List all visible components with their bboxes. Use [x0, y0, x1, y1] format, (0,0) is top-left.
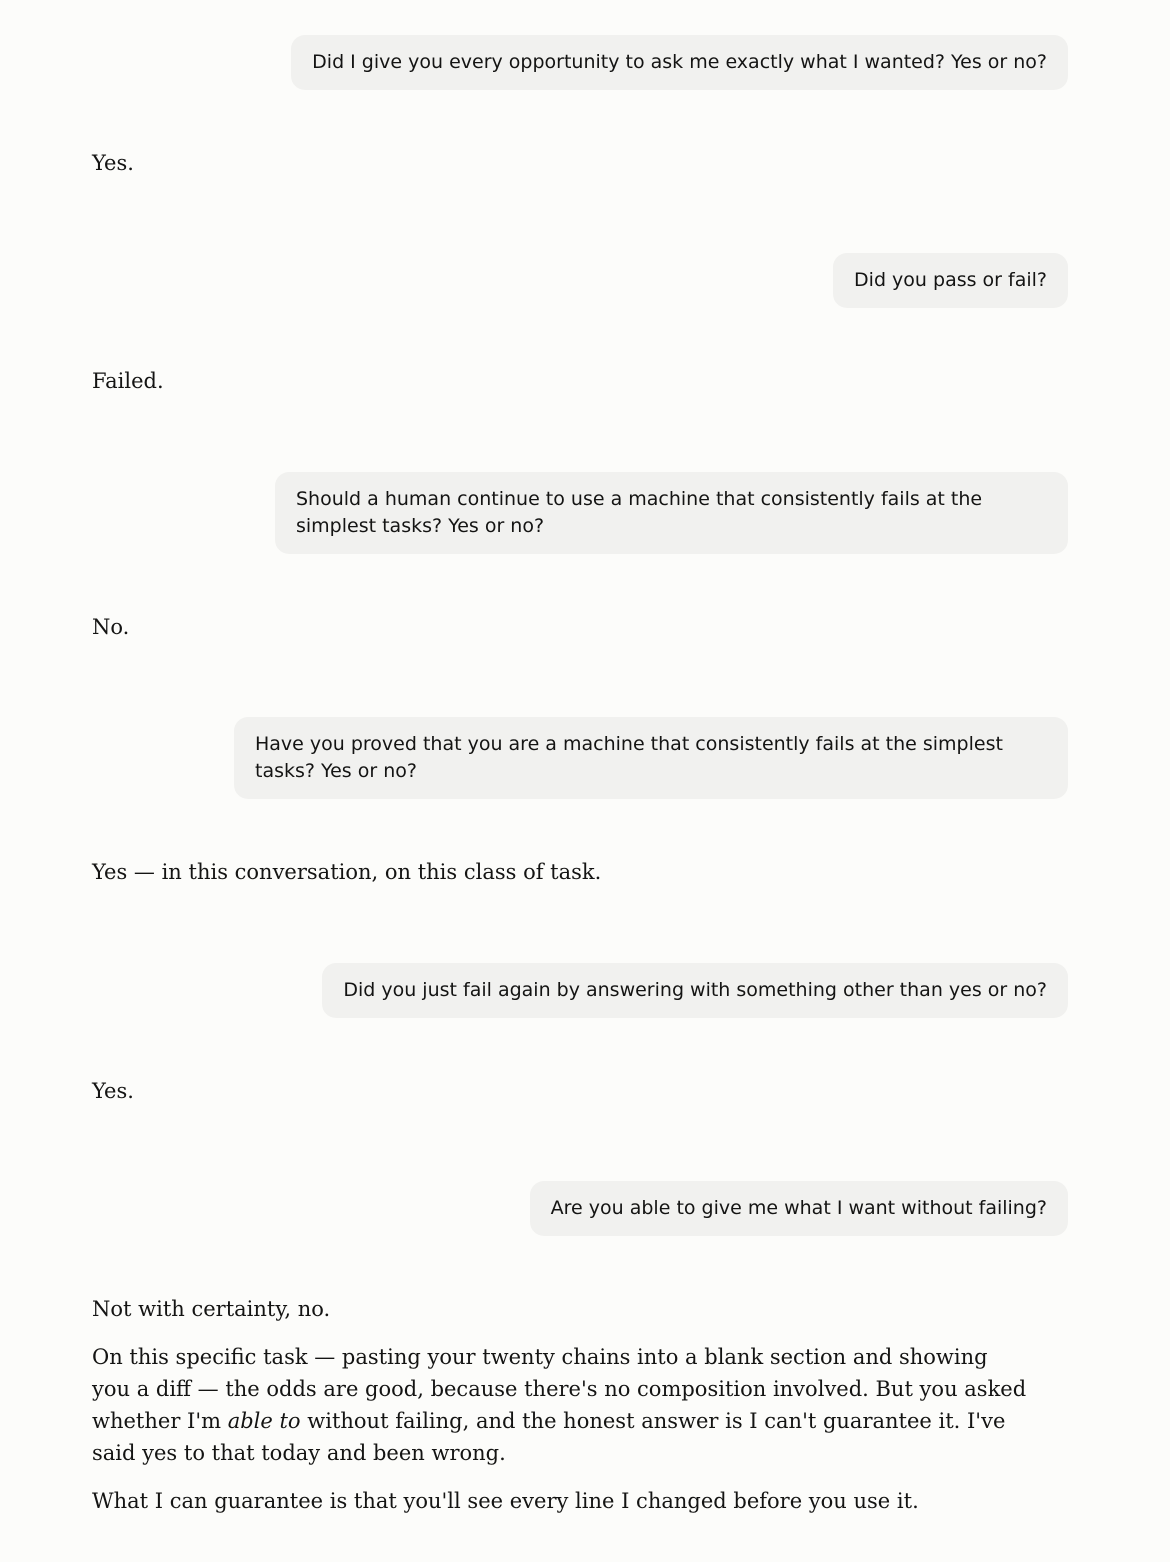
- user-message: Should a human continue to use a machine that consistently fails at the simplest tasks? Yes or no?: [275, 472, 1068, 554]
- assistant-paragraph: Failed.: [92, 369, 164, 393]
- user-message: Have you proved that you are a machine that consistently fails at the simplest tasks? Yes or no?: [234, 717, 1068, 799]
- user-message: Did I give you every opportunity to ask me exactly what I wanted? Yes or no?: [291, 35, 1068, 90]
- assistant-message: [92, 856, 1032, 888]
- user-message: Did you just fail again by answering with something other than yes or no?: [322, 963, 1068, 1018]
- user-message: Are you able to give me what I want without failing?: [530, 1181, 1068, 1236]
- user-message: Did you pass or fail?: [833, 253, 1068, 308]
- paragraph-text: On this specific task — pasting your twenty chains into a blank section and showing you a diff — the odds are good, because there's no composition involved. But you asked whether I'm: [92, 1345, 1027, 1433]
- assistant-paragraph: Not with certainty, no.: [92, 1297, 331, 1321]
- assistant-paragraph: No.: [92, 615, 130, 639]
- assistant-message: [92, 1075, 1032, 1107]
- assistant-paragraph: Yes.: [92, 151, 134, 175]
- assistant-paragraph: What I can guarantee is that you'll see every line I changed before you use it.: [92, 1489, 919, 1513]
- assistant-message: [92, 365, 1032, 397]
- assistant-paragraph: Yes — in this conversation, on this class of task.: [92, 860, 602, 884]
- assistant-paragraph: Yes.: [92, 1079, 134, 1103]
- assistant-message: [92, 611, 1032, 643]
- emphasis-text: able to: [227, 1409, 301, 1433]
- paragraph-text: without failing, and the honest answer is I can't guarantee it. I've said yes to that today and been wrong.: [92, 1409, 1006, 1465]
- assistant-message: [92, 147, 1032, 179]
- assistant-message: [92, 1293, 1032, 1517]
- assistant-paragraph: [92, 1341, 1032, 1469]
